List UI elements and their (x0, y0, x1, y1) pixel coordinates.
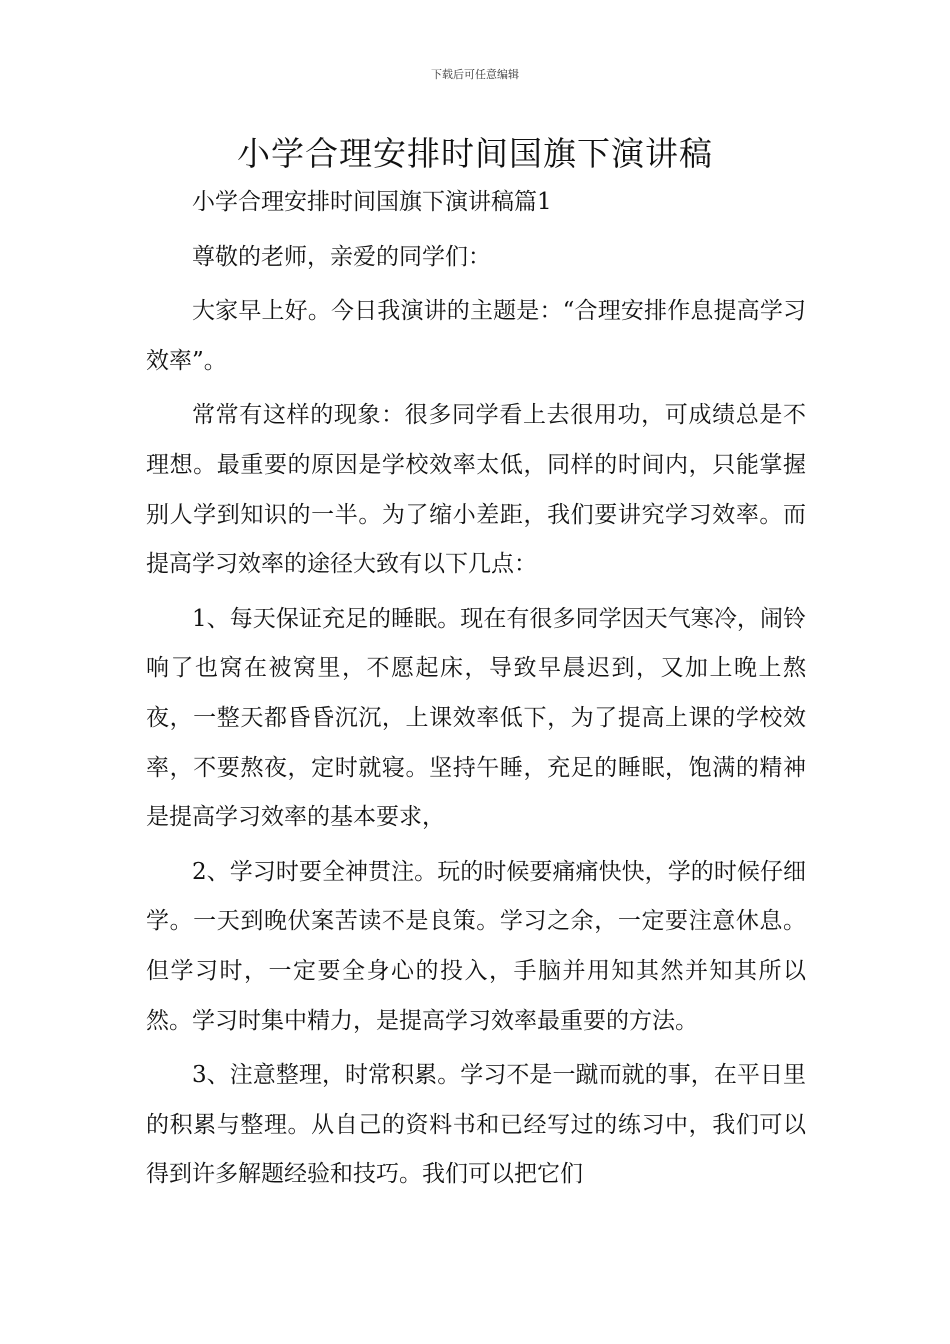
header-note: 下载后可任意编辑 (431, 68, 519, 81)
body-paragraph: 1、每天保证充足的睡眠。现在有很多同学因天气寒冷，闹铃响了也窝在被窝里，不愿起床，导致早晨迟到，又加上晚上熬夜，一整天都昏昏沉沉，上课效率低下，为了提高上课的学校效率，不要熬夜，定时就寝。坚持午睡，充足的睡眠，饱满的精神是提高学习效率的基本要求， (146, 605, 806, 831)
greeting-paragraph: 大家早上好。今日我演讲的主题是：“合理安排作息提高学习效率”。 (146, 298, 806, 374)
body-paragraph: 3、注意整理，时常积累。学习不是一蹴而就的事，在平日里的积累与整理。从自己的资料书和已经写过的练习中，我们可以得到许多解题经验和技巧。我们可以把它们 (146, 1062, 806, 1188)
body-paragraph: 常常有这样的现象：很多同学看上去很用功，可成绩总是不理想。最重要的原因是学校效率太低，同样的时间内，只能掌握别人学到知识的一半。为了缩小差距，我们要讲究学习效率。而提高学习效率的途径大致有以下几点： (146, 402, 806, 578)
document-body (146, 178, 806, 1205)
body-paragraph: 2、学习时要全神贯注。玩的时候要痛痛快快，学的时候仔细学。一天到晚伏案苦读不是良策。学习之余，一定要注意休息。但学习时，一定要全身心的投入，手脑并用知其然并知其所以然。学习时集中精力，是提高学习效率最重要的方法。 (146, 858, 806, 1034)
salutation-paragraph: 尊敬的老师，亲爱的同学们： (192, 243, 491, 270)
document-title: 小学合理安排时间国旗下演讲稿 (237, 134, 713, 173)
section-subtitle: 小学合理安排时间国旗下演讲稿篇1 (192, 189, 552, 215)
